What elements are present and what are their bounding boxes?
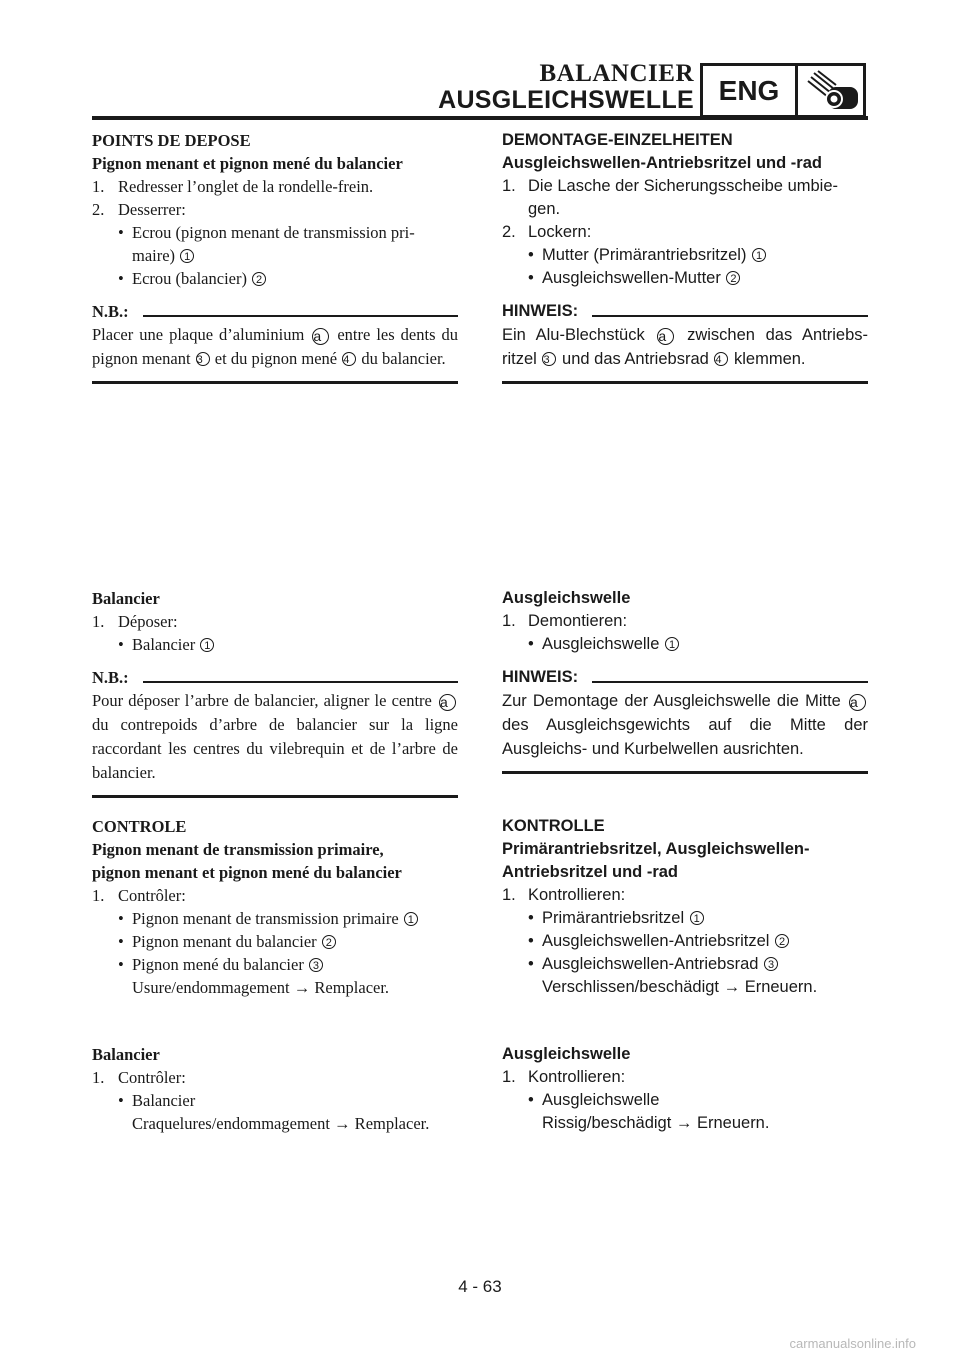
bullet-icon: • [118,909,124,928]
bullet-item: • Ausgleichswellen-Antriebsrad 3 [502,953,868,976]
note-end-rule [502,381,868,384]
bullet-icon: • [118,635,124,654]
section-subtitle: Pignon menant et pignon mené du balancier [92,154,403,173]
engine-wrench-icon [798,66,863,115]
step-number: 1. [502,612,516,630]
section-title: Ausgleichswelle [502,1045,631,1063]
callout-a: a [849,694,866,711]
note-label: N.B.: [92,668,129,687]
step-item: 1. Contrôler: [92,886,186,905]
fr-section-depose [92,129,458,384]
note-header [92,665,458,689]
section-subtitle: Primärantriebsritzel, Ausgleichswellen- [502,840,810,858]
section-title: DEMONTAGE-EINZELHEITEN [502,131,733,149]
bullet-icon: • [528,909,534,927]
bullet-icon: • [528,635,534,653]
note-label: HINWEIS: [502,302,579,320]
note-end-rule [502,771,868,774]
callout-1: 1 [665,637,679,651]
section-subtitle: Antriebsritzel und -rad [502,863,679,881]
de-section-demontage [502,129,868,384]
callout-1: 1 [752,248,766,262]
eng-badge [700,63,866,118]
header-title-de: AUSGLEICHSWELLE [438,86,694,114]
result-text: Craquelures/endommagement → Remplacer. [132,1114,430,1133]
callout-3: 3 [196,352,210,366]
section-subtitle: pignon menant et pignon mené du balancier [92,863,402,882]
callout-a: a [657,328,674,345]
step-item: 2. Desserrer: [92,200,186,219]
bullet-item: • Ausgleichswellen-Antriebsritzel 2 [502,930,868,953]
note-body: Zur Demontage der Ausgleichswelle die Mitte a des Ausgleichsgewichts auf die Mitte der Ausgleichs- und Kurbelwellen ausrichten. [502,692,868,758]
callout-2: 2 [726,271,740,285]
note-end-rule [92,381,458,384]
note-rule [592,315,868,317]
fr-section-controle [92,815,458,999]
bullet-icon: • [118,223,124,242]
step-item: 2. Lockern: [502,221,868,244]
note-rule [143,315,458,317]
callout-1: 1 [690,911,704,925]
step-item: 1. Demontieren: [502,610,868,633]
step-number: 2. [502,223,516,241]
step-item: 1. Kontrollieren: [502,1066,868,1089]
step-number: 1. [92,612,105,631]
bullet-icon: • [118,955,124,974]
note-body: Placer une plaque d’aluminium a entre les dents du pignon menant 3 et du pignon mené 4 du balancier. [92,325,459,368]
fr-section-balancier [92,587,458,798]
result-text: Rissig/beschädigt → Erneuern. [542,1114,770,1132]
callout-1: 1 [200,638,214,652]
bullet-item: • Ausgleichswellen-Mutter 2 [502,267,868,290]
result-text: Usure/endommagement → Remplacer. [132,978,390,997]
bullet-item-cont: maire) 1 [92,244,458,267]
section-title: Balancier [92,589,160,608]
note-end-rule [92,795,458,798]
callout-a: a [439,694,456,711]
bullet-item: • Pignon menant de transmission primaire 1 [92,907,458,930]
note-rule [143,681,458,683]
step-number: 1. [502,1068,516,1086]
section-title: CONTROLE [92,817,187,836]
watermark: carmanualsonline.info [789,1336,916,1351]
callout-3: 3 [764,957,778,971]
note-header [502,299,868,323]
callout-4: 4 [714,352,728,366]
note-label: N.B.: [92,302,129,321]
note-body: Ein Alu-Blechstück a zwischen das Antriebs-ritzel 3 und das Antriebsrad 4 klemmen. [502,326,868,368]
fr-section-balancier-controle [92,1043,458,1135]
step-number: 1. [92,886,105,905]
section-subtitle: Ausgleichswellen-Antriebsritzel und -rad [502,154,822,172]
step-number: 2. [92,200,105,219]
section-title: KONTROLLE [502,817,605,835]
result-text: Verschlissen/beschädigt → Erneuern. [542,978,818,996]
de-section-kontrolle [502,815,868,999]
de-section-ausgleichswelle-kontrolle [502,1043,868,1135]
eng-label: ENG [703,66,798,115]
bullet-item: • Ecrou (pignon menant de transmission pri- [118,223,415,242]
bullet-item: • Balancier 1 [92,633,458,656]
step-item: 1. Déposer: [92,612,178,631]
note-header [502,665,868,689]
callout-2: 2 [322,935,336,949]
step-item: 1. Die Lasche der Sicherungsscheibe umbie- [502,175,868,198]
step-number: 1. [502,886,516,904]
note-label: HINWEIS: [502,668,579,686]
step-number: 1. [92,177,105,196]
bullet-item: • Balancier [118,1091,196,1110]
bullet-icon: • [528,1091,534,1109]
bullet-item: • Primärantriebsritzel 1 [502,907,868,930]
note-body: Pour déposer l’arbre de balancier, aligner le centre a du contrepoids d’arbre de balancier sur la ligne raccordant les centres du vilebrequin et de l’arbre de balancier. [92,691,458,782]
header-title-fr: BALANCIER [539,60,694,87]
note-rule [592,681,868,683]
section-title: POINTS DE DEPOSE [92,131,251,150]
callout-1: 1 [404,912,418,926]
bullet-icon: • [118,1091,124,1110]
step-number: 1. [502,177,516,195]
bullet-icon: • [528,269,534,287]
callout-1: 1 [180,249,194,263]
callout-3: 3 [542,352,556,366]
section-subtitle: Pignon menant de transmission primaire, [92,840,384,859]
bullet-item: • Pignon mené du balancier 3 [92,953,458,976]
step-item: 1. Redresser l’onglet de la rondelle-frein. [92,177,374,196]
de-section-ausgleichswelle [502,587,868,774]
callout-a: a [312,328,329,345]
bullet-item: • Ecrou (balancier) 2 [92,267,458,290]
bullet-item: • Mutter (Primärantriebsritzel) 1 [502,244,868,267]
page-number: 4 - 63 [458,1277,502,1296]
note-header [92,299,458,323]
step-item: 1. Contrôler: [92,1068,186,1087]
bullet-icon: • [118,932,124,951]
bullet-item: • Ausgleichswelle [502,1089,868,1112]
section-title: Ausgleichswelle [502,589,631,607]
callout-2: 2 [252,272,266,286]
step-item: 1. Kontrollieren: [502,884,868,907]
bullet-icon: • [528,932,534,950]
bullet-item: • Ausgleichswelle 1 [502,633,868,656]
step-number: 1. [92,1068,105,1087]
callout-2: 2 [775,934,789,948]
step-item-cont: gen. [528,200,561,218]
callout-4: 4 [342,352,356,366]
section-title: Balancier [92,1045,160,1064]
bullet-icon: • [528,246,534,264]
bullet-icon: • [528,955,534,973]
bullet-item: • Pignon menant du balancier 2 [92,930,458,953]
bullet-icon: • [118,269,124,288]
callout-3: 3 [309,958,323,972]
